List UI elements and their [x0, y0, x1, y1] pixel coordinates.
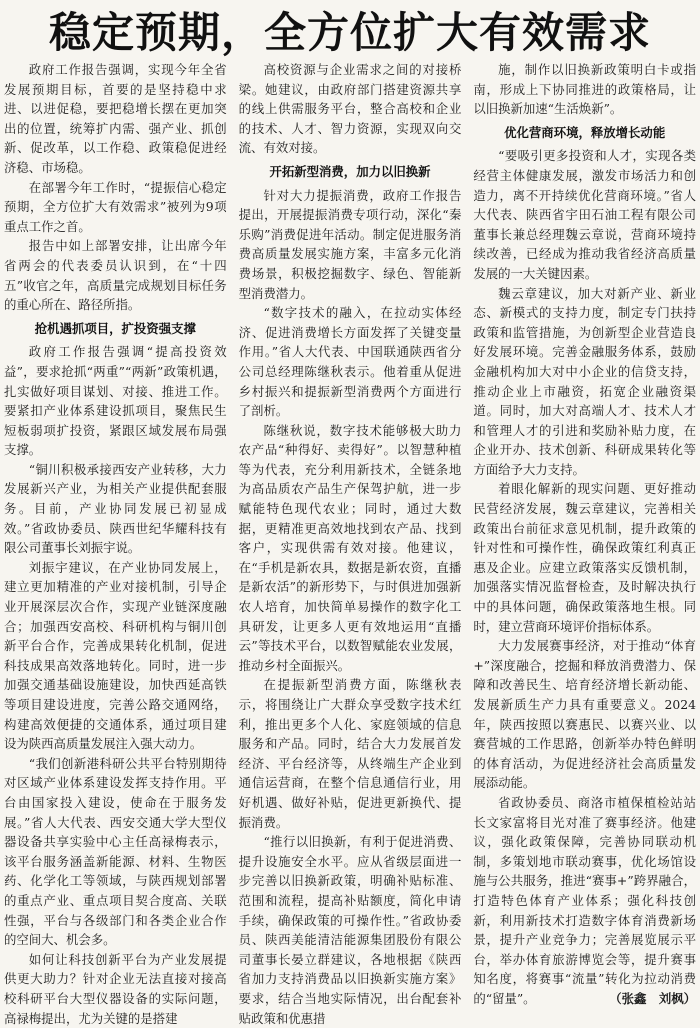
paragraph: 政府工作报告强调，实现今年全省发展预期目标，首要的是坚持稳中求进、以进促稳，要把稳增长摆在更加突出的位置，统筹扩内需、强产业、抓创新、促改革，以工作稳、政策稳促进经济稳、市场稳。 [4, 62, 227, 175]
section-heading: 优化营商环境，释放增长动能 [504, 124, 666, 140]
paragraph: 针对大力提振消费，政府工作报告提出，开展提振消费专项行动，深化“秦乐购”消费促进年活动。制定促进服务消费高质量发展实施方案，丰富多元化消费场景，积极挖掘数字、绿色、智能新型消费潜力。 [238, 187, 462, 301]
paragraph: 政府工作报告强调“提高投资效益”，要求抢抓“两重”“两新”政策机遇，扎实做好项目谋划、对接、推进工作。要紧扣产业体系建设抓项目，聚焦民生短板弱项扩投资，紧跟区域发展布局强支撑。 [4, 344, 227, 458]
paragraph: “数字技术的融入，在拉动实体经济、促进消费增长方面发挥了关键变量作用。”省人大代表、中国联通陕西省分公司总经理陈继秋表示。他着重从促进乡村振兴和提振新型消费两个方面进行了剖析。 [238, 305, 462, 419]
column-1 [4, 60, 227, 1026]
paragraph: 在提振新型消费方面，陈继秋表示，将围绕让广大群众享受数字技术红利，推出更多个人化、家庭领域的信息服务和产品。同时，结合大力发展首发经济、平台经济等，从终端生产企业到通信运营商，在整个信息通信行业，用好机遇、做好补贴，促进更新换代、提振消费。 [238, 677, 462, 830]
paragraph-text: 省政协委员、商洛市植保植检站站长文家富将目光对准了赛事经济。他建议，强化政策保障，完善协同联动机制，多策划地市联动赛事，优化场馆设施与公共服务，推进“赛事+”跨界融合，打造特色体育产业体系；强化科技创新，利用新技术打造数字体育消费新场景，提升产业竞争力；完善展览展示平台，举办体育旅游博览会等，提升赛事知名度，将赛事“流量”转化为拉动消费的“留量”。 [473, 794, 697, 1006]
paragraph: 高校资源与企业需求之间的对接桥梁。她建议，由政府部门搭建资源共享的线上供需服务平台，整合高校和企业的技术、人才、智力资源，实现双向交流、有效对接。 [238, 62, 462, 156]
paragraph: 着眼化解新的现实问题、更好推动民营经济发展，魏云章建议，完善相关政策出台前征求意见机制，提升政策的针对性和可操作性，确保政策红利真正惠及企业。应建立政策落实反馈机制，加强落实情况监督检查，及时解决执行中的具体问题，确保政策落地生根。同时，建立营商环境评价指标体系。 [473, 481, 697, 634]
paragraph [473, 793, 696, 1009]
paragraph: 报告中如上部署安排，让出席今年省两会的代表委员认识到，在“十四五”收官之年，高质量完成规划目标任务的重心所在、路径所指。 [4, 238, 227, 313]
paragraph: 陈继秋说，数字技术能够极大助力农产品“种得好、卖得好”。以智慧种植等为代表，充分利用新技术，全链条地为高品质农产品生产保驾护航，进一步赋能特色现代农业；同时，通过大数据，更精准更高效地找到农产品、找到客户，实现供需有效对接。他建议，在“手机是新农具，数据是新农资，直播是新农活”的新形势下，与时俱进加强新农人培育，加快简单易操作的数字化工具研发，让更多人更有效地运用“直播云”等技术平台，以数智赋能农业发展，推动乡村全面振兴。 [238, 422, 462, 673]
section-heading: 开拓新型消费，加力以旧换新 [269, 163, 431, 179]
paragraph: 大力发展赛事经济，对于推动“体育+”深度融合，挖掘和释放消费潜力、保障和改善民生、培育经济增长新动能、发展新质生产力具有重要意义。2024年，陕西按照以赛惠民、以赛兴业、以赛营城的工作思路，创新举办特色鲜明的体育活动，为促进经济社会高质量发展添动能。 [473, 638, 697, 791]
paragraph: 魏云章建议，加大对新产业、新业态、新模式的支持力度，制定专门扶持政策和监管措施，为创新型企业营造良好发展环境。完善金融服务体系，鼓励金融机构加大对中小企业的信贷支持，推动企业上市融资，拓宽企业融资渠道。同时，加大对高端人才、技术人才和管理人才的引进和奖励补贴力度，在企业开办、技术创新、科研成果转化等方面给予大力支持。 [473, 285, 697, 477]
paragraph: 施，制作以旧换新政策明白卡或指南，形成上下协同推进的政策格局，让以旧换新加速“生活焕新”。 [473, 62, 697, 117]
paragraph: 如何让科技创新平台为产业发展提供更大助力？针对企业无法直接对接高校科研平台大型仪器设备的实际问题，高禄梅提出，尤为关键的是搭建 [4, 951, 227, 1026]
column-3 [473, 60, 697, 1006]
paragraph: “我们创新港科研公共平台特别期待对区域产业体系建设发挥支持作用。平台由国家投入建设，使命在于服务发展。”省人大代表、西安交通大学大型仪器设备共享实验中心主任高禄梅表示，该平台服务涵盖新能源、材料、生物医药、化学化工等领域，与陕西规划部署的重点产业、重点项目契合度高、关联性强，平台与各级部门和各类企业合作的空间大、机会多。 [4, 755, 227, 948]
section-heading: 抢机遇抓项目，扩投资强支撑 [34, 320, 196, 336]
paragraph: 刘振宇建议，在产业协同发展上，建立更加精准的产业对接机制，引导企业开展深层次合作，实现产业链深度融合；加强西安高校、科研机构与铜川创新平台合作，完善成果转化机制，促进科技成果高效落地转化。同时，进一步加强交通基础设施建设，加快西延高铁等项目建设进度，完善公路交通网络，构建高效便捷的交通体系，通过项目建设为陕西高质量发展注入强大动力。 [4, 559, 227, 752]
column-2 [238, 60, 462, 1026]
article-columns [4, 60, 697, 1026]
paragraph: 在部署今年工作时，“提振信心稳定预期，全方位扩大有效需求”被列为9项重点工作之首。 [4, 179, 227, 234]
paragraph: “推行以旧换新，有利于促进消费、提升设施安全水平。应从省级层面进一步完善以旧换新政策，明确补贴标准、范围和流程，提高补贴额度，简化申请手续，确保政策的可操作性。”省政协委员、陕西美能清洁能源集团股份有限公司董事长晏立群建议，各地根据《陕西省加力支持消费品以旧换新实施方案》要求，结合当地实际情况，出台配套补贴政策和优惠措 [238, 834, 462, 1026]
headline: 稳定预期，全方位扩大有效需求 [48, 8, 651, 57]
byline: （张鑫 刘枫） [609, 990, 697, 1006]
paragraph: “要吸引更多投资和人才，实现各类经营主体健康发展，激发市场活力和创造力，离不开持续优化营商环境。”省人大代表、陕西省宇田石油工程有限公司董事长兼总经理魏云章说，营商环境持续改善，已经成为推动我省经济高质量发展的一大关键因素。 [473, 148, 697, 281]
paragraph: “铜川积极承接西安产业转移，大力发展新兴产业，为相关产业提供配套服务。目前，产业协同发展已初显成效。”省政协委员、陕西世纪华耀科技有限公司董事长刘振宇说。 [4, 461, 227, 556]
